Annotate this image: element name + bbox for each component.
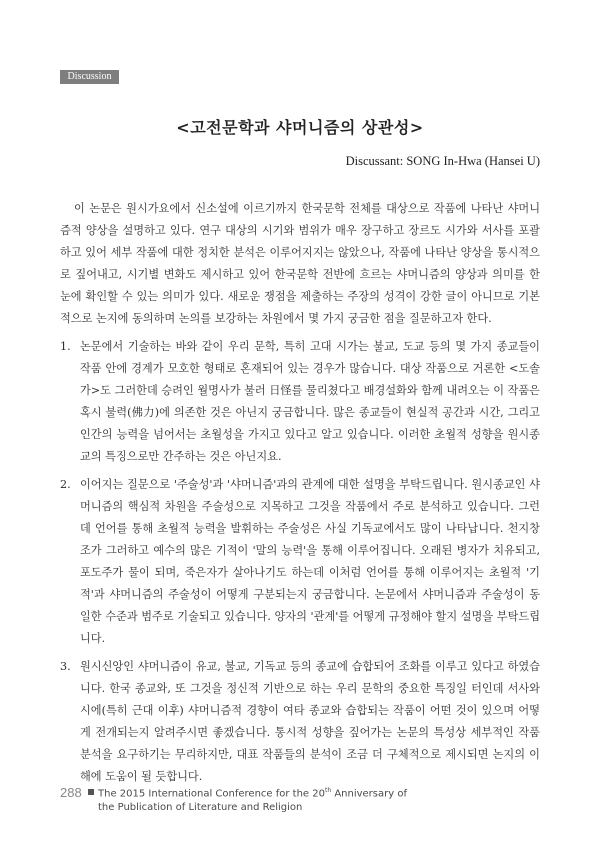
question-text: 논문에서 기술하는 바와 같이 우리 문학, 특히 고대 시가는 불교, 도교 등의 몇 가지 종교들이 작품 안에 경계가 모호한 형태로 혼재되어 있는 경우가 많습니다. 대상 작품으로 거론한 <도솔가>도 그러한데 승려인 월명사가 불러 日怪를 물리쳤다고 배경설화와 함께 내려오는 이 작품은 혹시 불력(佛力)에 의존한 것은 아닌지 궁금합니다. 많은 종교들이 현실적 공간과 시간, 그리고 인간의 능력을 넘어서는 초월성을 가지고 있다고 알고 있습니다. 이러한 초월적 성향을 원시종교의 특징으로만 간주하는 것은 아닌지요.: [80, 340, 540, 463]
question-item-2: [60, 474, 540, 650]
footer-line-1: The 2015 International Conference for the 20th Anniversary of: [98, 787, 407, 800]
question-number: 3.: [60, 660, 71, 673]
question-item-3: [60, 656, 540, 788]
question-item-1: [60, 336, 540, 468]
discussant-line: Discussant: SONG In-Hwa (Hansei U): [345, 154, 540, 168]
intro-paragraph: 이 논문은 원시가요에서 신소설에 이르기까지 한국문학 전체를 대상으로 작품에 나타난 샤머니즘적 양상을 설명하고 있다. 연구 대상의 시기와 범위가 매우 장구하고 장르도 시가와 서사를 포괄하고 있어 세부 작품에 대한 정치한 분석은 이루어지지는 않았으나, 작품에 나타난 양상을 통시적으로 짚어내고, 시기별 변화도 제시하고 있어 한국문학 전반에 흐르는 샤머니즘의 양상과 의미를 한 눈에 확인할 수 있는 의미가 있다. 새로운 쟁점을 제출하는 주장의 성격이 강한 글이 아니므로 기본적으로 논지에 동의하며 논의를 보강하는 차원에서 몇 가지 궁금한 점을 질문하고자 한다.: [60, 202, 540, 325]
footer-conference-title: [98, 784, 407, 815]
square-bullet-icon: [88, 789, 94, 795]
body-text: [60, 198, 540, 788]
question-text: 원시신앙인 샤머니즘이 유교, 불교, 기독교 등의 종교에 습합되어 조화를 이루고 있다고 하였습니다. 한국 종교와, 또 그것을 정신적 기반으로 하는 우리 문학의 중요한 특징일 터인데 서사와 시에(특히 근대 이후) 샤머니즘적 경향이 여타 종교와 습합되는 작품이 어떤 것이 있으며 어떻게 전개되는지 알려주시면 좋겠습니다. 통시적 성향을 짚어가는 논문의 특성상 세부적인 작품 분석을 요구하기는 무리하지만, 대표 작품들의 분석이 조금 더 구체적으로 제시되면 논지의 이해에 도움이 될 듯합니다.: [80, 660, 540, 783]
footer-line-2: the Publication of Literature and Religion: [98, 802, 303, 814]
question-number: 2.: [60, 478, 71, 491]
question-number: 1.: [60, 340, 71, 353]
page-title: <고전문학과 샤머니즘의 상관성>: [176, 118, 424, 137]
question-text: 이어지는 질문으로 '주술성'과 '샤머니즘'과의 관계에 대한 설명을 부탁드립니다. 원시종교인 샤머니즘의 핵심적 차원을 주술성으로 지목하고 그것을 작품에서 주로 분석하고 있습니다. 그런데 언어를 통해 초월적 능력을 발휘하는 주술성은 사실 기독교에서도 많이 나타납니다. 천지창조가 그러하고 예수의 많은 기적이 '말의 능력'을 통해 이루어집니다. 오래된 병자가 치유되고, 포도주가 물이 되며, 죽은자가 살아나기도 하는데 이처럼 언어를 통해 이루어지는 초월적 '기적'과 샤머니즘의 주술성이 어떻게 구분되는지 궁금합니다. 논문에서 샤머니즘과 주술성이 동일한 수준과 범주로 기술되고 있습니다. 양자의 '관계'를 어떻게 규정해야 할지 설명을 부탁드립니다.: [80, 478, 540, 645]
page-number: 288: [60, 785, 82, 800]
section-tag: Discussion: [60, 70, 119, 84]
